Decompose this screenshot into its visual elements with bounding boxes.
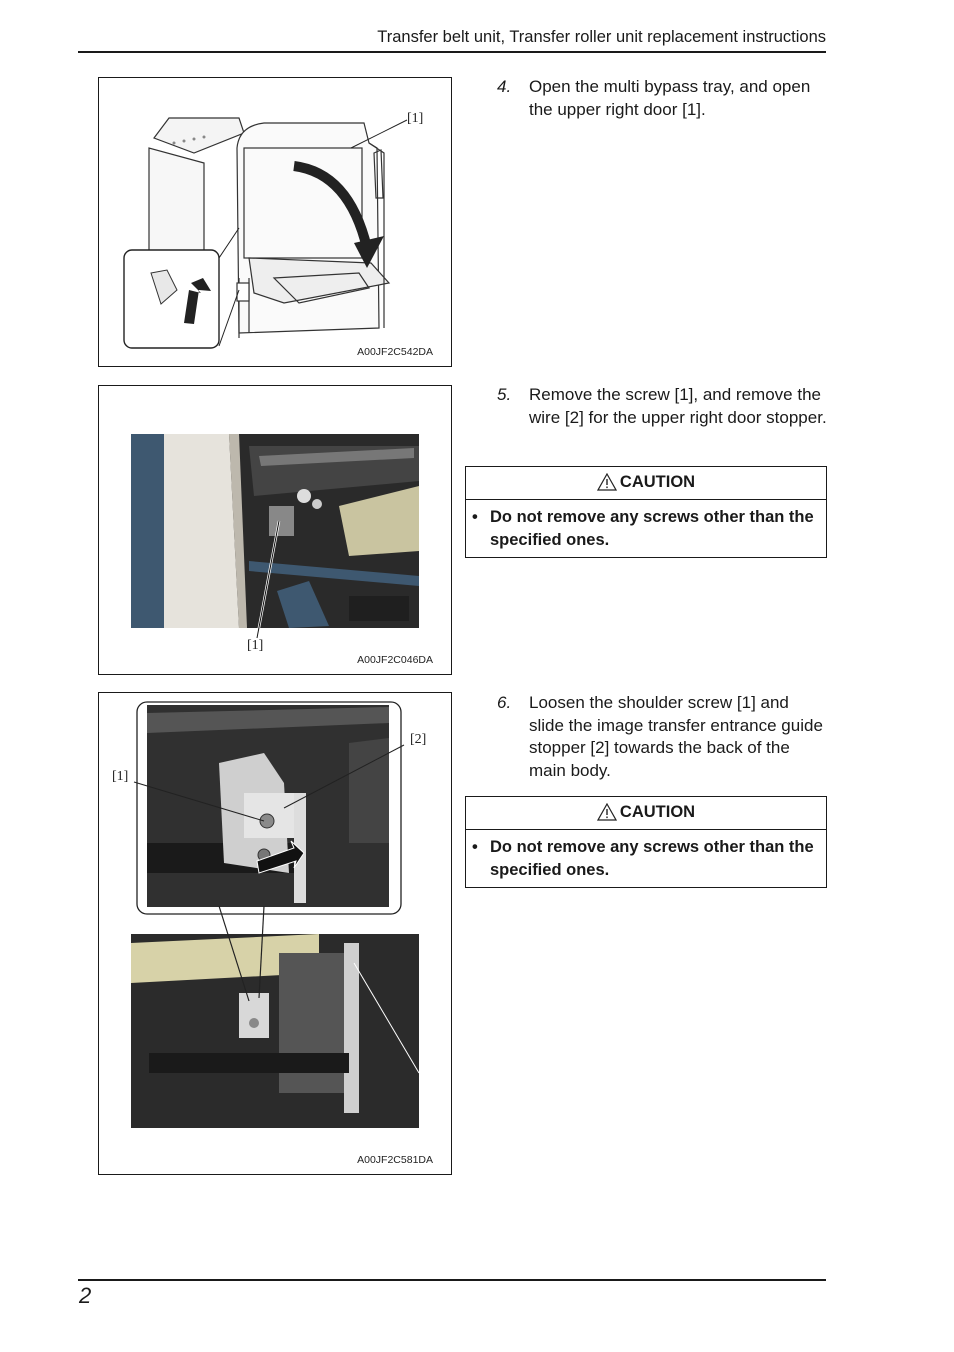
step-6-number: 6. bbox=[497, 693, 512, 712]
caution-box-2 bbox=[465, 796, 827, 888]
figure-2-code: A00JF2C046DA bbox=[357, 654, 433, 666]
caution-box-1 bbox=[465, 466, 827, 558]
caution-title: CAUTION bbox=[619, 473, 696, 491]
step-5-text: Remove the screw [1], and remove the wire [2] for the upper right door stopper. bbox=[529, 385, 827, 427]
header-title: Transfer belt unit, Transfer roller unit replacement instructions bbox=[377, 28, 826, 46]
caution-bullet: • bbox=[472, 508, 478, 526]
caution-text: Do not remove any screws other than the specified ones. bbox=[490, 838, 814, 879]
warning-triangle-icon bbox=[597, 803, 617, 821]
step-4-number: 4. bbox=[497, 77, 512, 96]
figure-2-callout-1: [1] bbox=[247, 638, 264, 653]
figure-2-photo bbox=[99, 386, 451, 674]
step-5-number: 5. bbox=[497, 385, 512, 404]
figure-3-callout-2: [2] bbox=[410, 732, 427, 747]
figure-2 bbox=[98, 385, 452, 675]
figure-3 bbox=[98, 692, 452, 1175]
figure-1 bbox=[98, 77, 452, 367]
caution-item bbox=[466, 500, 826, 557]
figure-3-callout-1: [1] bbox=[112, 769, 129, 784]
caution-title: CAUTION bbox=[619, 803, 696, 821]
figure-3-code: A00JF2C581DA bbox=[357, 1154, 433, 1166]
footer-rule bbox=[78, 1279, 826, 1281]
figure-3-photos bbox=[99, 693, 451, 1174]
page-header bbox=[78, 24, 826, 53]
step-4-text: Open the multi bypass tray, and open the upper right door [1]. bbox=[529, 77, 811, 119]
caution-bullet: • bbox=[472, 838, 478, 856]
page-number: 2 bbox=[79, 1283, 92, 1308]
figure-1-callout-1: [1] bbox=[407, 111, 424, 126]
figure-1-code: A00JF2C542DA bbox=[357, 346, 433, 358]
caution-text: Do not remove any screws other than the specified ones. bbox=[490, 508, 814, 549]
figure-1-illustration bbox=[99, 78, 451, 366]
caution-header bbox=[466, 797, 826, 830]
step-6-text: Loosen the shoulder screw [1] and slide the image transfer entrance guide stopper [2] towards the back of the main body. bbox=[529, 693, 823, 780]
warning-triangle-icon bbox=[597, 473, 617, 491]
caution-header bbox=[466, 467, 826, 500]
caution-item bbox=[466, 830, 826, 887]
